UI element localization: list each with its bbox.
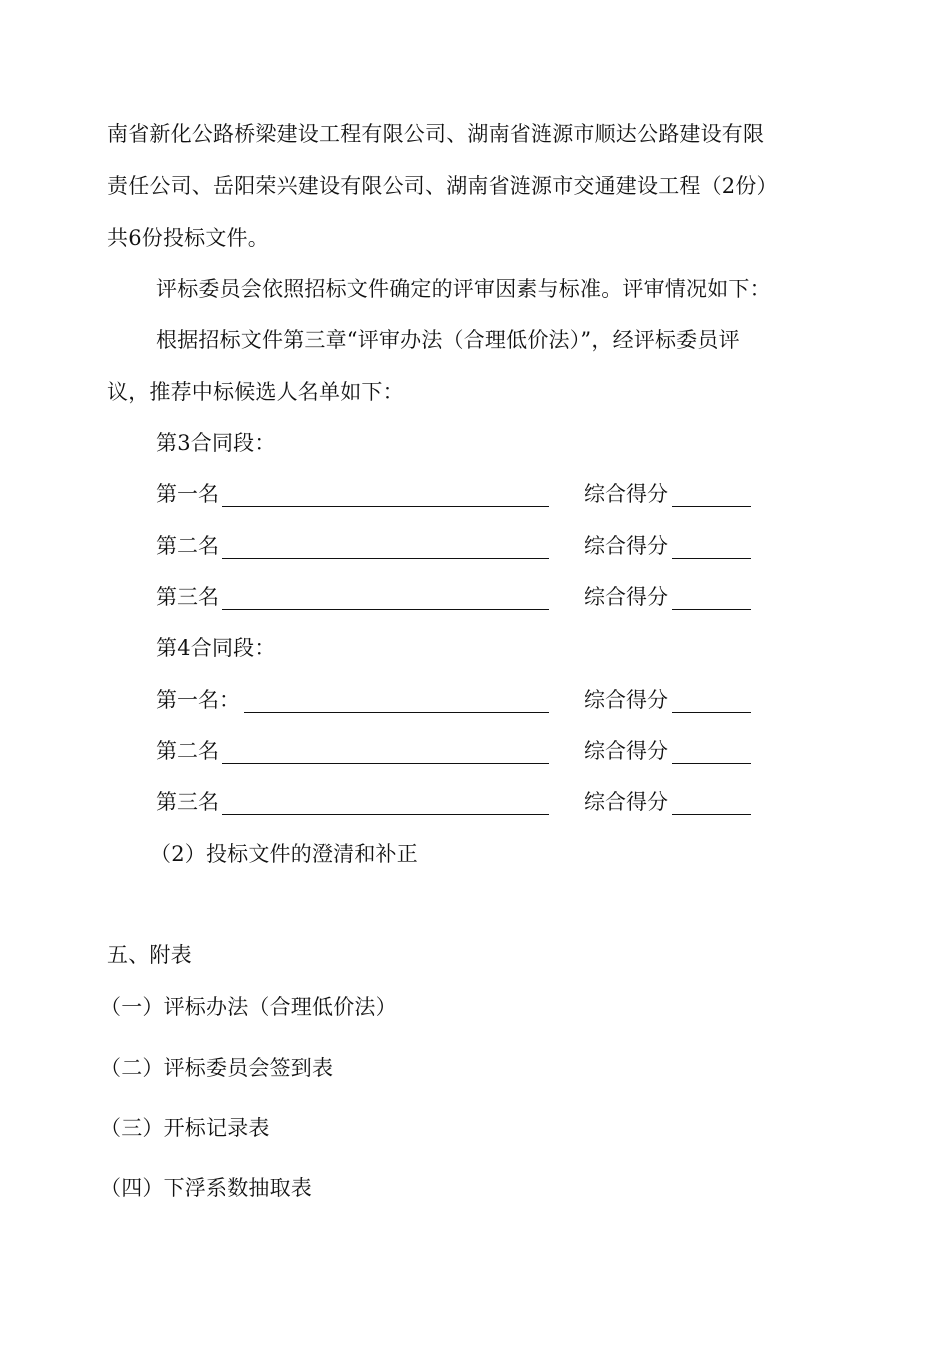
evaluation-basis-line-2: 议，推荐中标候选人名单如下： (107, 380, 404, 404)
score-blank[interactable] (672, 558, 751, 559)
candidate-blank[interactable] (222, 506, 549, 507)
appendix-item-2: （二）评标委员会签到表 (100, 1056, 334, 1080)
appendix-item-3: （三）开标记录表 (100, 1116, 270, 1140)
section4-rank-row-3 (156, 788, 776, 818)
rank-label: 第一名： (156, 688, 240, 712)
section4-heading: 第4合同段： (156, 636, 276, 660)
candidate-blank[interactable] (222, 763, 549, 764)
candidate-blank[interactable] (222, 609, 549, 610)
appendix-item-4: （四）下浮系数抽取表 (100, 1176, 312, 1200)
section4-rank-row-1 (156, 686, 776, 716)
score-label: 综合得分 (584, 790, 668, 814)
section3-rank-row-3 (156, 583, 776, 613)
evaluation-statement: 评标委员会依照招标文件确定的评审因素与标准。评审情况如下： (156, 277, 771, 301)
score-blank[interactable] (672, 506, 751, 507)
appendix-title: 五、附表 (107, 943, 192, 967)
rank-label: 第一名 (156, 482, 219, 506)
intro-line-2: 责任公司、岳阳荣兴建设有限公司、湖南省涟源市交通建设工程（2份） (107, 174, 778, 198)
intro-line-3: 共6份投标文件。 (107, 226, 269, 250)
rank-label: 第二名 (156, 739, 219, 763)
candidate-blank[interactable] (222, 558, 549, 559)
intro-line-1: 南省新化公路桥梁建设工程有限公司、湖南省涟源市顺达公路建设有限 (107, 122, 765, 146)
rank-label: 第二名 (156, 534, 219, 558)
appendix-item-1: （一）评标办法（合理低价法） (100, 995, 397, 1019)
evaluation-basis-line-1: 根据招标文件第三章“评审办法（合理低价法）”，经评标委员评 (156, 328, 740, 352)
rank-label: 第三名 (156, 790, 219, 814)
section3-rank-row-1 (156, 480, 776, 510)
score-blank[interactable] (672, 814, 751, 815)
score-blank[interactable] (672, 763, 751, 764)
section3-rank-row-2 (156, 532, 776, 562)
score-label: 综合得分 (584, 688, 668, 712)
clarification-heading: （2）投标文件的澄清和补正 (150, 842, 418, 866)
score-label: 综合得分 (584, 534, 668, 558)
rank-label: 第三名 (156, 585, 219, 609)
score-blank[interactable] (672, 712, 751, 713)
candidate-blank[interactable] (244, 712, 549, 713)
section4-rank-row-2 (156, 737, 776, 767)
score-label: 综合得分 (584, 739, 668, 763)
section3-heading: 第3合同段： (156, 431, 276, 455)
candidate-blank[interactable] (222, 814, 549, 815)
score-label: 综合得分 (584, 482, 668, 506)
score-blank[interactable] (672, 609, 751, 610)
score-label: 综合得分 (584, 585, 668, 609)
